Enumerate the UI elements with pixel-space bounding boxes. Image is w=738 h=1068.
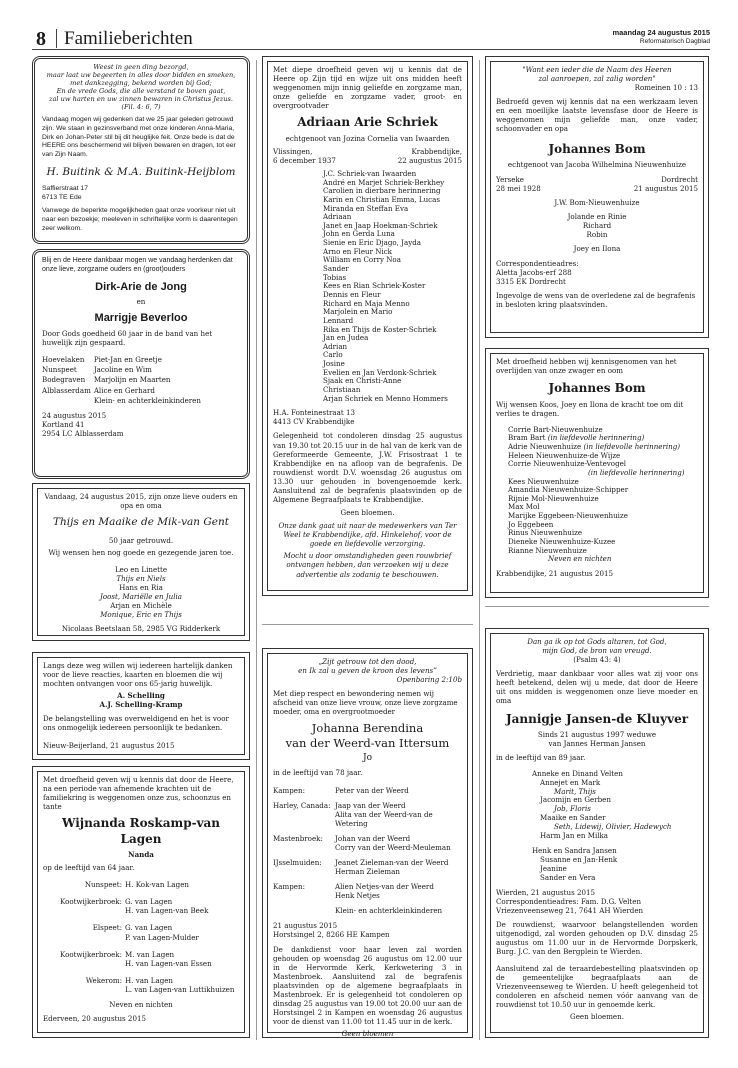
family-name: Corrie Nieuwenhuize-Ventevogel [508,459,627,469]
person-name: Dirk-Arie de Jong [95,280,187,293]
person-name: Marrigje Beverloo [94,312,188,325]
family-name: H. Kok-van Lagen [125,880,189,890]
ad-bom-1 [485,56,709,338]
thanks-text: Langs deze weg willen wij iedereen hartelijk danken voor de lieve reacties, kaarten en bloemen die wij mochten ontvangen voor ons 65-jarig huwelijk. [43,661,233,689]
note-text: Mocht u door omstandigheden geen rouwbrief ontvangen hebben, dan verzoeken wij u deze advertentie als zodanig te beschouwen. [283,551,452,579]
service-text: De dankdienst voor haar leven zal worden gehouden op woensdag 26 augustus om 12.00 uur in de Hervormde Kerk, Kerkwetering 3 in Mastenbroek. Aansluitend zal de begrafenis plaatsvinden op de algemene begraafplaats in Mastenbroek. Er is gelegenheid tot condoleren op dinsdag 25 augustus van 19.00 tot 20.00 uur aan de Horstsingel 2 in Kampen en woensdag 26 augustus voor de dienst van 11.00 tot 11.45 uur in de kerk. [273,944,462,1027]
family-name: P. van Lagen-Mulder [125,932,199,942]
footer-line: Horstsingel 2, 8266 HE Kampen [273,930,390,940]
deceased-name: Wijnanda Roskamp-van Lagen [61,816,221,846]
visit-note: Vanwege de beperkte mogelijkheden gaat onze voorkeur niet uit naar een bezoekje; meeleven in schriftelijke vorm is daarentegen zeer welkom. [42,207,238,232]
couple-names: Thijs en Maaike de Mik-van Gent [53,516,229,529]
address-line: 6713 TE Ede [42,193,82,201]
ad-ittersum [262,648,473,1038]
family-line: Marjolein en Mario [323,307,393,317]
service-text: De rouwdienst, waarvoor belangstellenden worden uitgenodigd, zal worden gehouden op D.V. dinsdag 25 augustus om 11.00 uur in de Hervormde Dorpskerk, Burg. J.C. van den Bergplein te Wierden. [496,919,698,956]
years-married: 50 jaar getrouwd. [108,535,174,545]
family-line: Christiaan [323,385,361,394]
family-line: Joost, Mariëlle en Julia [100,591,182,601]
family-names: Jacoline en Wim [93,365,152,375]
family-line: André en Marjet Schriek-Berkhey [323,177,445,187]
spouse-line: van Jannes Herman Jansen [548,738,646,748]
family-name: G. van Lagen [125,923,173,933]
family-name: Heleen Nieuwenhuize-de Wijze [508,450,621,460]
ad-buitink [32,56,250,244]
family-row [273,834,462,853]
family-line: Sander [323,264,349,274]
address-line: Saffierstraat 17 [42,185,88,193]
verse-reference: Romeinen 10 : 13 [634,83,698,93]
memory-note: (in liefdevolle herinnering) [547,433,645,443]
correspondence-line: Aletta Jacobs-erf 288 [496,267,572,277]
verse-line: "Want een ieder die de Naam des Heeren [522,65,672,74]
family-line: J.W. Bom-Nieuwenhuize [554,198,640,208]
ad-de-mik [32,483,250,641]
burial-text: Aansluitend zal de teraardebestelling plaatsvinden op de gemeentelijke begraafplaats aan de Vriezenveenseweg te Wierden. U heeft gelegenheid tot condoleren en afscheid nemen vóór aanvang van de rouwdienst tot 10.50 uur in genoemde kerk. [496,964,698,1010]
family-place: Wekerom: [85,975,122,985]
family-name: G. van Lagen [125,897,173,907]
column-divider [256,60,257,1040]
family-line: Dennis en Fleur [323,289,381,299]
family-place: Kootwijkerbroek: [59,949,122,959]
family-name: Adrie Nieuwenhuize [508,441,582,451]
address: Nicolaas Beetslaan 58, 2985 VG Ridderkerk [61,624,221,634]
family-line: Marit, Thijs [554,786,596,796]
family-line: Sjaak en Christi-Anne [323,376,402,386]
person-name: A.J. Schelling-Kramp [99,700,183,710]
memory-note: (in liefdevolle herinnering) [588,467,685,477]
footer [496,888,698,915]
family-line: Richard en Maja Menno [323,298,410,308]
person-name: A. Schelling [117,691,165,701]
family-place: Bodegraven [42,375,86,385]
family-line: Jolande en Rinie [567,212,627,222]
ad-de-jong [32,249,250,479]
deceased-name: Jannigje Jansen-de Kluyver [505,711,689,726]
family-line: Arno en Fleur Nick [323,246,392,256]
family-name: Johan van der Weerd [335,833,411,843]
family-line: Anneke en Dinand Velten [532,769,623,779]
verse-line: en Ik zal u geven de kroon des levens” [298,666,437,676]
deceased-name: Johannes Bom [548,381,646,396]
family-place: Alblasserdam [42,385,91,395]
page-number: 8 [36,28,46,50]
family-line: Jan en Judea [323,333,369,343]
footer: Krabbendijke, 21 augustus 2015 [496,568,613,578]
family-line: Arjan Schriek en Menno Hommers [323,393,448,403]
verse-reference: (Psalm 43: 4) [573,655,621,665]
family-line: Janet en Jaap Hoekman-Schriek [323,220,438,230]
death-place: Krabbendijke, [411,146,462,156]
family-line: Karin en Christian Emma, Lucas [323,194,440,204]
family-line: Sander en Vera [540,872,596,882]
announcement-intro: Met droefheid geven wij u kennis dat door de Heere, na een periode van afnemende krachten uit de familiekring is weggenomen onze zus, schoonzus en tante [43,775,234,812]
family-name: Jaap van der Weerd [335,800,406,810]
thanks-text: Onze dank gaat uit naar de medewerkers van Ter Weel te Krabbendijke, afd. Hinkelehof, voor de goede en liefdevolle verzorging. [278,521,457,549]
conjunction: en [136,296,146,306]
verse-line: Dan ga ik op tot Gods altaren, tot God, [527,637,667,646]
birth-place: Vlissingen, [273,146,313,156]
family-place: Mastenbroek: [273,833,323,843]
family-row [273,786,462,796]
ad-schelling [32,652,250,760]
family-name: Marijke Eggebeen-Nieuwenhuize [508,511,628,521]
nickname: Nanda [128,850,154,860]
address [273,408,462,426]
family-line: Leo en Linette [114,564,168,574]
announcement-intro: Blij en de Heere dankbaar mogen we vandaag herdenken dat onze lieve, zorgzame ouders en (groot)ouders [42,257,233,273]
note-text: De belangstelling was overweldigend en het is voor ons onmogelijk iedereen persoonlijk te bedanken. [43,714,229,733]
family-name: Max Mol [508,502,540,512]
footer: Ederveen, 20 augustus 2015 [43,1013,146,1023]
deceased-name: Johanna Berendina [311,721,424,736]
widow-since: Sinds 21 augustus 1997 weduwe [537,729,657,739]
family-name: H. van Lagen-van Beek [125,906,209,916]
announcement-text: Vandaag mogen wij gedenken dat we 25 jaar geleden getrouwd zijn. We staan in gezinsverband met onze kinderen Anna-Maria, Dirk en Johan-Peter stil bij dit heuglijke feit. Onze bede is dat de HEERE ons beschermend wil blijven bewaren en dragen, tot eer van Zijn Naam. [42,116,236,158]
family-row [42,386,204,396]
wish-text: Wij wensen hen nog goede en gezegende jaren toe. [48,547,234,557]
section-divider [485,606,709,607]
verse-reference: (Fil. 4: 6, 7) [121,103,161,112]
family-line: Rika en Thijs de Koster-Schriek [323,324,437,334]
verse [273,657,462,684]
family-line: Sienie en Eric Djago, Jayda [323,238,421,248]
family-line: Job, Floris [554,804,591,814]
spouse-line: echtgenoot van Jacoba Wilhelmina Nieuwenhuize [507,159,687,169]
announcement-intro: Vandaag, 24 augustus 2015, zijn onze lieve ouders en opa en oma [44,492,238,511]
footer [273,921,462,939]
verse [496,637,698,664]
footer-line: Vriezenveenseweg 21, 7641 AH Wierden [496,905,644,915]
correspondence-line: Correspondentieadres: [496,258,579,268]
family-line: Seth, Lidewij, Olivier, Hadewych [554,821,672,831]
family-list [43,565,239,619]
family-place: Harley, Canada: [273,800,331,810]
family-list [496,770,698,882]
family-line: Adriaan [323,212,352,222]
family-row [47,976,237,995]
family-line: Jacomijn en Gerben [540,795,611,805]
death-date: 22 augustus 2015 [397,155,462,165]
family-name: Corrie Bart-Nieuwenhuize [508,424,603,434]
column-divider [479,60,480,1040]
address [42,185,240,202]
family-line: Arjan en Michèle [110,601,172,611]
family-line: Carlo [323,350,343,360]
family-name: Bram Bart [508,433,546,443]
life-dates [273,147,462,165]
family-name: Henk Netjes [335,891,380,901]
birth-date: 6 december 1937 [273,155,336,165]
verse-reference: Openbaring 2:10b [396,675,462,685]
verse-line: maar laat uw begeerten in alles door bidden en smeken, [46,71,236,80]
birth-place: Yerseke [496,174,524,184]
family-line: Hans en Ria [119,582,163,592]
age-text: in de leeftijd van 78 jaar. [273,768,363,778]
announcement-intro: Bedroefd geven wij kennis dat na een werkzaam leven en een moeilijke laatste levensfase door de Heere is weggenomen mijn geliefde man, onze vader, schoonvader en opa [496,97,698,134]
life-dates [496,175,698,193]
spouse-line: echtgenoot van Jozina Cornelia van Iwaarden [285,133,450,143]
announcement-intro: Verdrietig, maar dankbaar voor alles wat zij voor ons heeft betekend, delen wij u mede, dat door de Heere uit ons midden is weggenomen onze lieve moeder en oma [496,669,698,706]
deceased-name: Johannes Bom [548,141,646,156]
family-list [496,426,698,564]
family-line: Maaike en Sander [540,813,606,823]
header-divider [56,29,57,48]
family-name: Rinus Nieuwenhuize [508,528,583,538]
family-name: H. van Lagen [125,975,174,985]
family-name: Rianne Nieuwenhuize [508,545,587,555]
section-title: Familieberichten [64,28,193,49]
family-line: Tobias [323,272,347,282]
newspaper-name: Reformatorisch Dagblad [639,38,710,45]
family-line: John en Gerda Luna [323,229,395,239]
family-line: Adrian [323,341,348,351]
verse-line: met dankzegging, bekend worden bij God; [70,79,212,88]
family-row [47,923,237,942]
family-line: J.C. Schriek-van Iwaarden [323,168,417,178]
verse-line: zal uw harten en uw zinnen bewaren in Christus Jezus. [49,95,233,104]
family-place: Hoevelaken [42,355,85,365]
family-name: H. van Lagen-van Essen [125,958,212,968]
family-list [273,786,462,917]
nickname: Jo [362,752,373,763]
death-place: Dordrecht [661,174,698,184]
family-place: Elspeet: [92,923,122,933]
family-place: Nunspeet: [84,880,122,890]
family-line: Miranda en Steffan Eva [323,203,409,213]
family-name: Klein- en achterkleinkinderen [335,906,443,916]
family-names: Klein- en achterkleinkinderen [93,395,201,405]
family-list [273,170,462,403]
family-row [42,375,204,385]
family-name: Alita van der Weerd-van de Wetering [335,809,433,828]
announcement-intro: Met droefheid hebben wij kennisgenomen van het overlijden van onze zwager en oom [496,357,677,376]
section-divider [262,624,473,625]
family-line: Susanne en Jan-Henk [540,855,618,865]
family-line: Henk en Sandra Jansen [532,846,617,856]
family-row [273,801,462,829]
family-name: Kees Nieuwenhuize [508,476,579,486]
family-names: Piet-Jan en Greetje [93,355,162,365]
family-name: Alien Netjes-van der Weerd [335,882,434,892]
family-row [47,880,237,890]
family-line: Harm Jan en Milka [540,830,609,840]
couple-names: H. Buitink & M.A. Buitink-Heijblom [46,165,236,178]
family-name: M. van Lagen [125,949,175,959]
nephews-nieces: Neven en nichten [109,999,173,1009]
deceased-name: Adriaan Arie Schriek [297,115,438,130]
family-name: Herman Zieleman [335,867,400,877]
note-text: Ingevolge de wens van de overledene zal de begrafenis in besloten kring plaatsvinden. [496,290,696,309]
family-line: Monique, Eric en Thijs [100,610,182,620]
family-row [42,355,204,365]
family-row [47,897,237,916]
family-row [47,950,237,969]
ad-roskamp [32,766,250,1038]
family-name: L. van Lagen-van Luttikhuizen [125,984,235,994]
correspondence-line: 3315 EK Dordrecht [496,276,566,286]
address-line: H.A. Fonteinestraat 13 [273,408,356,418]
family-line: Josine [323,359,345,369]
family-place: Kampen: [273,882,305,892]
family-name: Amandia Nieuwenhuize-Schipper [508,485,629,495]
footer-line: 2954 LC Alblasserdam [42,428,124,438]
family-line: Annejet en Mark [540,777,601,787]
family-place: Kootwijkerbroek: [59,897,122,907]
verse [496,65,698,92]
condolence-text: Gelegenheid tot condoleren dinsdag 25 augustus van 19.30 tot 20.15 uur in de hal van de kerk van de Gereformeerde Gemeente, J.W. Frisostraat 1 te Krabbendijke en na afloop van de begrafenis. De rouwdienst wordt D.V. woensdag 26 augustus om 13.30 uur gehouden in bovengenoemde kerk. Aansluitend zal de begrafenis plaatsvinden op de Algemene Begraafplaats te Krabbendijke. [273,431,462,504]
family-names: Marjolijn en Maarten [93,375,171,385]
family-line: Lennard [323,315,354,325]
ad-kluyver [485,628,709,1038]
page-header [32,26,710,50]
family-name: Rijnie Mol-Nieuwenhuize [508,493,599,503]
family-line: William en Corry Noa [323,255,401,265]
ad-bom-2 [485,348,709,598]
family-place [273,906,335,916]
verse-line: Weest in geen ding bezorgd, [93,63,189,71]
footer-line: Wierden, 21 augustus 2015 [496,887,596,897]
family-line: Richard [582,221,612,231]
family-line: Evelien en Jan Verdonk-Schriek [323,367,437,377]
footer [42,411,240,438]
ad-schriek [262,56,473,596]
family-list [42,355,204,405]
birth-date: 28 mei 1928 [496,184,541,194]
footer: Nieuw-Beijerland, 21 augustus 2015 [43,740,175,750]
family-row [42,365,204,375]
issue-date: maandag 24 augustus 2015 [612,28,710,37]
family-line: Carolien in dierbare herinnering [323,186,441,196]
verse-line: En de vrede Gods, die alle verstand te boven gaat, [56,87,226,96]
flowers-note: Geen bloemen. [570,1012,624,1022]
age-text: op de leeftijd van 64 jaar. [43,863,135,873]
footer-line: 24 augustus 2015 [42,410,107,420]
family-names: Alice en Gerhard [93,385,155,395]
verse-line: „Zijt getrouw tot den dood, [318,657,417,666]
family-line: Jeanine [540,863,567,873]
family-name: Dieneke Nieuwenhuize-Kuzee [508,537,616,546]
verse-line: mijn God, de bron van vreugd. [542,646,652,656]
family-place: IJsselmuiden: [273,857,322,867]
family-line: Robin [586,230,608,240]
flowers-note: Geen bloemen [341,1029,394,1038]
correspondence [496,259,698,286]
family-name: Jeanet Zieleman-van der Weerd [335,857,449,867]
footer-line: 21 augustus 2015 [273,921,338,931]
memory-note: (in liefdevolle herinnering) [583,441,680,451]
family-row [273,858,462,877]
address-line: 4413 CV Krabbendijke [273,417,355,427]
age-text: in de leeftijd van 89 jaar. [496,753,586,763]
announcement-intro: Met diep respect en bewondering nemen wij afscheid van onze lieve vrouw, onze lieve zorgzame moeder, oma en overgrootmoeder [273,689,458,717]
death-date: 21 augustus 2015 [633,184,698,194]
nephews-nieces: Neven en nichten [548,554,612,564]
announcement-intro: Met diepe droefheid geven wij u kennis dat de Heere op Zijn tijd en wijze uit ons midden heeft weggenomen mijn innig geliefde en zorgzame man, onze geliefde en zorgzame vader, groot- en overgrootvader [273,65,462,111]
verse [42,63,240,111]
deceased-name: van der Weerd-van Ittersum [285,736,450,751]
verse-line: zal aanroepen, zal zalig worden" [538,74,656,84]
family-row [273,882,462,901]
family-place [42,396,94,406]
family-row [42,396,204,406]
family-name: Jo Eggebeen [508,519,554,529]
announcement-text: Door Gods goedheid 60 jaar in de band van het huwelijk zijn gespaard. [42,329,213,348]
family-place: Nunspeet [42,365,77,375]
family-name: Peter van der Weerd [335,785,409,795]
flowers-note: Geen bloemen. [340,508,395,518]
family-line: Kees en Rian Schriek-Koster [323,281,426,291]
family-line: Thijs en Niels [116,573,166,583]
footer-line: Kortland 41 [42,419,85,429]
family-name: Corry van der Weerd-Meuleman [335,842,451,852]
announcement-text: Wij wensen Koos, Joey en Ilona de kracht toe om dit verlies te dragen. [496,399,684,418]
family-place: Kampen: [273,785,305,795]
family-list [47,880,237,995]
family-line: Joey en Ilona [573,244,621,254]
footer-line: Correspondentieadres: Fam. D.G. Velten [496,896,642,906]
family-row [273,906,462,916]
